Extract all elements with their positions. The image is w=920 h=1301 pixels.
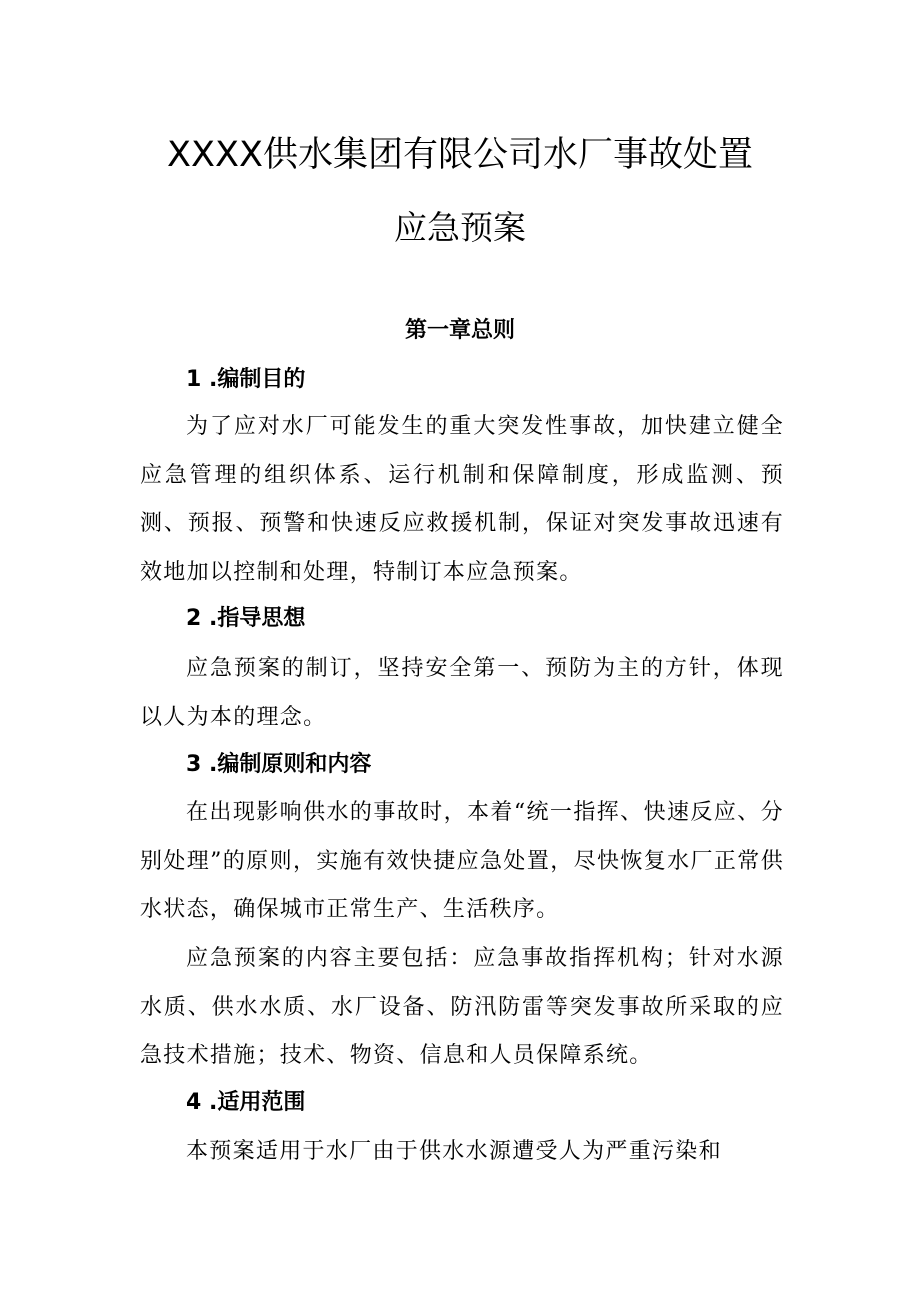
section-paragraph-guiding-idea: 应急预案的制订，坚持安全第一、预防为主的方针，体现以人为本的理念。 bbox=[140, 656, 784, 730]
section-paragraph-principles: 在出现影响供水的事故时，本着“统一指挥、快速反应、分别处理”的原则，实施有效快捷应急处置，尽快恢复水厂正常供水状态，确保城市正常生产、生活秩序。 bbox=[140, 800, 784, 922]
section-heading-principles: 3 .编制原则和内容 bbox=[186, 752, 372, 777]
document-title: XXXX供水集团有限公司水厂事故处置 bbox=[167, 135, 753, 175]
section-paragraph-purpose: 为了应对水厂可能发生的重大突发性事故，加快建立健全应急管理的组织体系、运行机制和保障制度，形成监测、预测、预报、预警和快速反应救援机制，保证对突发事故迅速有效地加以控制和处理，特制订本应急预案。 bbox=[140, 414, 784, 585]
chapter-title: 第一章总则 bbox=[404, 318, 515, 343]
document-subtitle: 应急预案 bbox=[394, 208, 526, 247]
section-heading-guiding-idea: 2 .指导思想 bbox=[186, 606, 306, 631]
section-heading-scope: 4 .适用范围 bbox=[186, 1090, 306, 1115]
section-paragraph-scope: 本预案适用于水厂由于供水水源遭受人为严重污染和 bbox=[186, 1139, 722, 1164]
section-paragraph-contents: 应急预案的内容主要包括：应急事故指挥机构；针对水源水质、供水水质、水厂设备、防汛防雷等突发事故所采取的应急技术措施；技术、物资、信息和人员保障系统。 bbox=[140, 946, 784, 1068]
section-heading-purpose: 1 .编制目的 bbox=[186, 367, 306, 392]
